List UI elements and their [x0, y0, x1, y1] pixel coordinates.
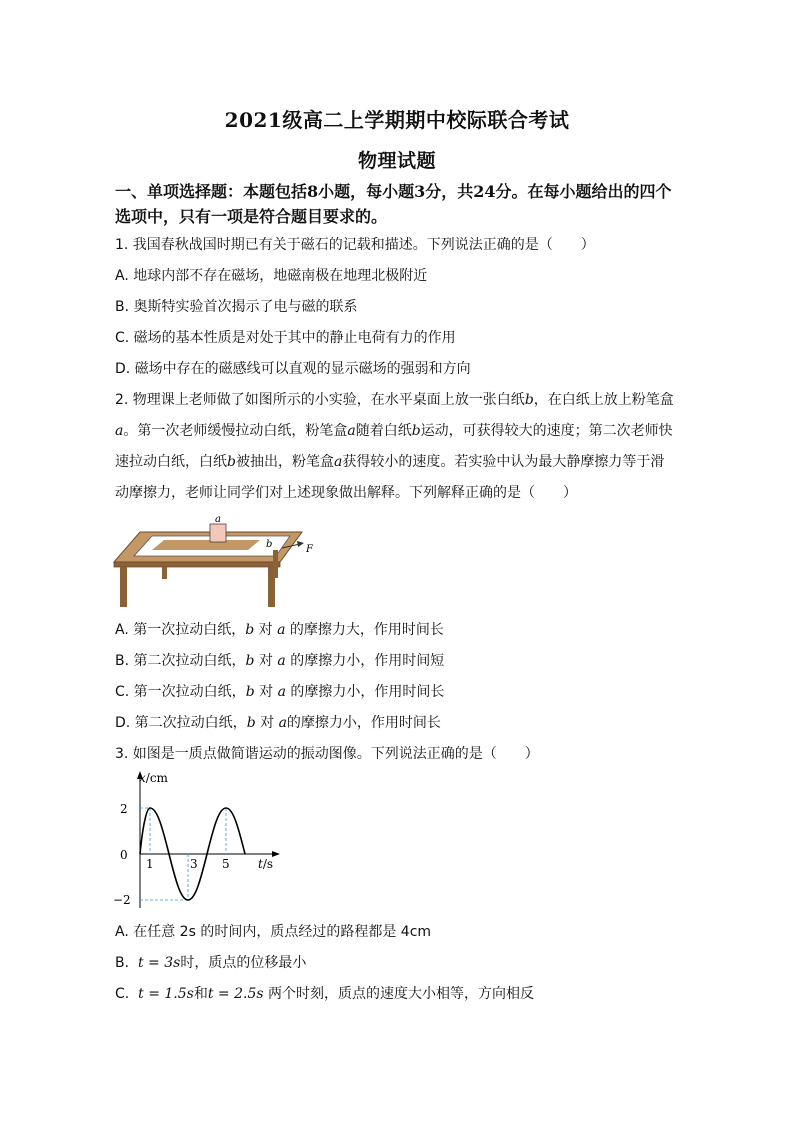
- q1-stem: 1. 我国春秋战国时期已有关于磁石的记载和描述。下列说法正确的是（ ）: [115, 237, 595, 253]
- shm-graph: [110, 768, 290, 913]
- y-axis-label: x/cm: [139, 771, 168, 785]
- q2-stem-line1: 2. 物理课上老师做了如图所示的小实验，在水平桌面上放一张白纸b，在白纸上放上粉笔盒: [115, 392, 674, 408]
- x-tick-1: 1: [146, 857, 154, 871]
- subject-title: 物理试题: [357, 150, 436, 172]
- y-tick-2: 2: [120, 802, 128, 816]
- section-heading-line2: 选项中，只有一项是符合题目要求的。: [115, 207, 388, 226]
- q1-option-d: D. 磁场中存在的磁感线可以直观的显示磁场的强弱和方向: [115, 361, 471, 377]
- table-inner: [152, 540, 260, 550]
- x-tick-5: 5: [222, 857, 230, 871]
- exam-title: 2021级高二上学期期中校际联合考试: [224, 108, 570, 132]
- table-leg: [162, 567, 167, 579]
- chalk-box-a: [210, 524, 226, 542]
- table-edge: [114, 562, 280, 567]
- q2-option-b: B. 第二次拉动白纸，b 对 a 的摩擦力小，作用时间短: [115, 653, 445, 669]
- q3-option-c: C. t = 1.5s和t = 2.5s 两个时刻，质点的速度大小相等，方向相反: [115, 986, 535, 1002]
- q3-option-b: B. t = 3s时，质点的位移最小: [115, 955, 307, 971]
- q1-option-a: A. 地球内部不存在磁场，地磁南极在地理北极附近: [115, 268, 428, 284]
- q1-option-c: C. 磁场的基本性质是对处于其中的静止电荷有力的作用: [115, 330, 456, 346]
- table-leg: [120, 567, 127, 607]
- label-a: a: [215, 514, 221, 525]
- y-tick-neg2: −2: [113, 893, 131, 907]
- q1-option-b: B. 奥斯特实验首次揭示了电与磁的联系: [115, 299, 358, 315]
- table-figure: [112, 512, 322, 612]
- q2-stem-line3: 速拉动白纸，白纸b被抽出，粉笔盒a获得较小的速度。若实验中认为最大静摩擦力等于滑: [115, 454, 665, 470]
- section-heading-line1: 一、单项选择题：本题包括8小题，每小题3分，共24分。在每小题给出的四个: [115, 182, 672, 201]
- q2-option-a: A. 第一次拉动白纸，b 对 a 的摩擦力大，作用时间长: [115, 622, 444, 638]
- x-tick-3: 3: [190, 857, 198, 871]
- q2-stem-line4: 动摩擦力，老师让同学们对上述现象做出解释。下列解释正确的是（ ）: [115, 485, 577, 501]
- x-axis-label: t/s: [258, 857, 274, 871]
- label-b: b: [266, 539, 273, 550]
- q2-option-c: C. 第一次拉动白纸，b 对 a 的摩擦力小，作用时间长: [115, 684, 445, 700]
- y-tick-0: 0: [120, 848, 128, 862]
- x-axis-arrow: [272, 851, 280, 857]
- label-F: F: [306, 544, 313, 555]
- q2-option-d: D. 第二次拉动白纸，b 对 a的摩擦力小，作用时间长: [115, 715, 441, 731]
- q3-option-a: A. 在任意 2s 的时间内，质点经过的路程都是 4cm: [115, 924, 432, 940]
- q2-stem-line2: a。第一次老师缓慢拉动白纸，粉笔盒a随着白纸b运动，可获得较大的速度；第二次老师快: [115, 423, 673, 439]
- table-leg: [273, 550, 278, 578]
- q3-stem: 3. 如图是一质点做简谐运动的振动图像。下列说法正确的是（ ）: [115, 746, 539, 762]
- force-arrowhead: [297, 541, 304, 547]
